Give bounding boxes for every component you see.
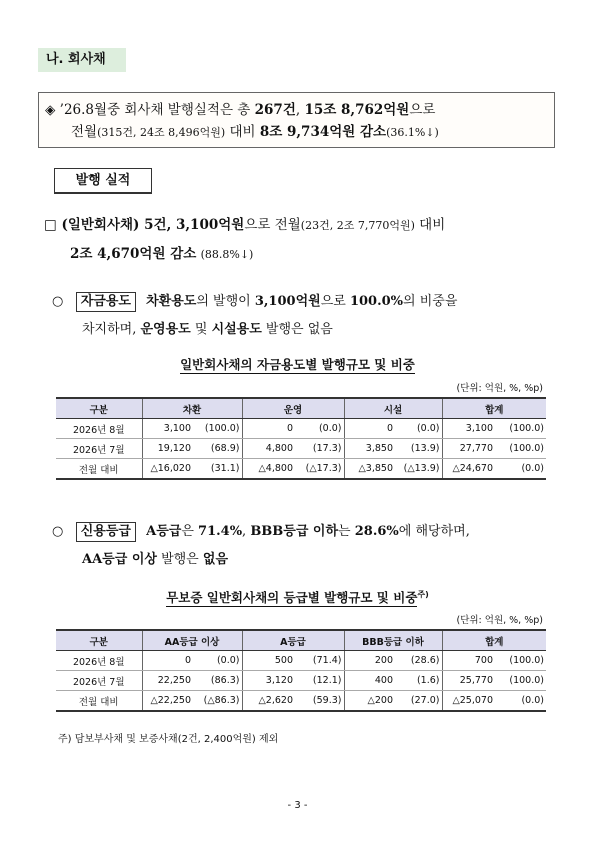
b2-text: 은 (181, 524, 199, 539)
b1-facility: 시설용도 (211, 322, 262, 337)
summary-decrease: 8조 9,734억원 감소 (259, 124, 387, 140)
cell: (28.6) (396, 651, 442, 671)
summary-prev-label: 전월 (71, 124, 98, 140)
cell: (100.0) (194, 419, 242, 439)
paragraph-general-bonds-line2 (70, 242, 253, 262)
table-funding-purpose (56, 397, 546, 480)
header-cell: AA등급 이상 (142, 630, 242, 651)
table-header-row (56, 630, 546, 651)
table-row (56, 419, 546, 439)
cell: 0 (242, 419, 296, 439)
summary-prev-values: (315건, 24조 8,496억원) (97, 126, 226, 139)
footnote: 주) 담보부사채 및 보증사채(2건, 2,400억원) 제외 (58, 734, 279, 745)
para1-lead: □ (일반회사채) 5건, 3,100억원 (44, 217, 245, 233)
b2-text: , (242, 524, 251, 539)
cell: 3,100 (442, 419, 496, 439)
summary-suffix: 으로 (409, 102, 436, 118)
cell: (12.1) (296, 671, 344, 691)
cell: △16,020 (142, 459, 194, 480)
cell: 3,100 (142, 419, 194, 439)
cell: (13.9) (396, 439, 442, 459)
summary-text: ◈ ’26.8월중 회사채 발행실적은 총 (45, 102, 255, 118)
cell: △25,070 (442, 691, 496, 712)
cell: 700 (442, 651, 496, 671)
paragraph-general-bonds (44, 213, 445, 233)
cell: (0.0) (496, 459, 546, 480)
table2-unit: (단위: 억원, %, %p) (456, 615, 543, 626)
header-cell: 차환 (142, 398, 242, 419)
summary-box (38, 92, 555, 148)
table1-caption (0, 355, 595, 373)
bullet-credit-rating (52, 520, 470, 542)
cell: △200 (344, 691, 396, 712)
cell: 200 (344, 651, 396, 671)
header-cell: BBB등급 이하 (344, 630, 442, 651)
b1-text: 의 비중 (403, 294, 445, 309)
para1-decrease: 2조 4,670억원 감소 (70, 246, 197, 262)
summary-rate: (36.1%↓) (386, 126, 439, 139)
summary-line-1 (45, 98, 435, 118)
para1-mid: 으로 전월 (244, 217, 301, 233)
table1-unit: (단위: 억원, %, %p) (456, 383, 543, 394)
b1-amount: 3,100억원 (254, 294, 321, 309)
b2-aa-grade: AA등급 이상 (82, 552, 157, 567)
table-credit-rating (56, 629, 546, 712)
cell: (59.3) (296, 691, 344, 712)
b1-text: 차지하며, (82, 322, 141, 337)
b2-none: 없음 (202, 552, 229, 567)
table-row (56, 691, 546, 712)
cell: 4,800 (242, 439, 296, 459)
header-cell: A등급 (242, 630, 344, 651)
cell: (31.1) (194, 459, 242, 480)
header-cell: 시설 (344, 398, 442, 419)
bullet-funding-purpose (52, 290, 457, 312)
table-row (56, 459, 546, 480)
cell: (86.3) (194, 671, 242, 691)
b1-text: 의 발행이 (196, 294, 255, 309)
cell: (0.0) (396, 419, 442, 439)
summary-count: 267건 (254, 102, 296, 118)
boxed-keyword: 신용등급 (76, 522, 136, 542)
summary-mid: 대비 (225, 124, 260, 140)
bullet-marker: ○ (52, 294, 64, 309)
row-label: 2026년 7월 (56, 439, 142, 459)
row-label: 전월 대비 (56, 691, 142, 712)
summary-amount: 15조 8,762억원 (304, 102, 410, 118)
header-cell: 합계 (442, 630, 546, 651)
cell: △24,670 (442, 459, 496, 480)
cell: 22,250 (142, 671, 194, 691)
header-cell: 합계 (442, 398, 546, 419)
header-cell: 구분 (56, 398, 142, 419)
b2-text: 는 (338, 524, 355, 539)
row-label: 2026년 8월 (56, 651, 142, 671)
cell: 0 (344, 419, 396, 439)
bullet-funding-purpose-line2 (82, 318, 333, 337)
cell: (71.4) (296, 651, 344, 671)
cell: △3,850 (344, 459, 396, 480)
cell: (100.0) (496, 651, 546, 671)
cell: (100.0) (496, 439, 546, 459)
table-row (56, 671, 546, 691)
cell: 3,850 (344, 439, 396, 459)
cell: 400 (344, 671, 396, 691)
table2-caption (0, 588, 595, 606)
b1-text: 발행은 없음 (261, 322, 333, 337)
b1-text: 으로 (320, 294, 350, 309)
cell: (△13.9) (396, 459, 442, 480)
cell: (100.0) (496, 671, 546, 691)
table2-caption-text: 무보증 일반회사채의 등급별 발행규모 및 비중 (166, 590, 418, 605)
b1-share: 100.0% (349, 294, 403, 309)
b2-bbb-grade: BBB등급 이하 (250, 524, 339, 539)
cell: △4,800 (242, 459, 296, 480)
table-row (56, 651, 546, 671)
cell: (△17.3) (296, 459, 344, 480)
cell: 3,120 (242, 671, 296, 691)
b2-a-grade: A등급 (146, 524, 182, 539)
cell: (1.6) (396, 671, 442, 691)
page-number: - 3 - (287, 800, 308, 811)
b2-text: 발행은 (156, 552, 203, 567)
bullet-marker: ○ (52, 524, 64, 539)
cell: (68.9) (194, 439, 242, 459)
b1-operating: 운영용도 (140, 322, 191, 337)
row-label: 2026년 8월 (56, 419, 142, 439)
para1-prev-values: (23건, 2조 7,770억원) (300, 219, 415, 232)
table-row (56, 439, 546, 459)
cell: △2,620 (242, 691, 296, 712)
b1-refinance: 차환용도 (146, 294, 197, 309)
cell: (0.0) (296, 419, 344, 439)
cell: (△86.3) (194, 691, 242, 712)
cell: (27.0) (396, 691, 442, 712)
cell: 500 (242, 651, 296, 671)
b2-bbb-share: 28.6% (354, 524, 399, 539)
cell: △22,250 (142, 691, 194, 712)
header-cell: 구분 (56, 630, 142, 651)
cell: (100.0) (496, 419, 546, 439)
summary-line-2 (71, 120, 439, 140)
row-label: 전월 대비 (56, 459, 142, 480)
b1-text: 및 (190, 322, 212, 337)
b2-text: 에 해당하며, (398, 524, 470, 539)
table-header-row (56, 398, 546, 419)
table1-caption-text: 일반회사채의 자금용도별 발행규모 및 비중 (180, 357, 415, 372)
cell: (17.3) (296, 439, 344, 459)
cell: 0 (142, 651, 194, 671)
section-heading: 나. 회사채 (38, 48, 126, 72)
para1-rate: (88.8%↓) (200, 248, 254, 261)
subsection-label: 발행 실적 (54, 168, 152, 194)
b1-text: 을 (444, 294, 458, 309)
cell: (0.0) (194, 651, 242, 671)
table2-caption-sup: 주) (417, 589, 429, 599)
b2-a-share: 71.4% (198, 524, 243, 539)
cell: 19,120 (142, 439, 194, 459)
bullet-credit-rating-line2 (82, 548, 228, 567)
row-label: 2026년 7월 (56, 671, 142, 691)
header-cell: 운영 (242, 398, 344, 419)
cell: (0.0) (496, 691, 546, 712)
boxed-keyword: 자금용도 (76, 292, 136, 312)
summary-sep: , (295, 102, 305, 118)
para1-suffix: 대비 (414, 217, 446, 233)
cell: 27,770 (442, 439, 496, 459)
cell: 25,770 (442, 671, 496, 691)
